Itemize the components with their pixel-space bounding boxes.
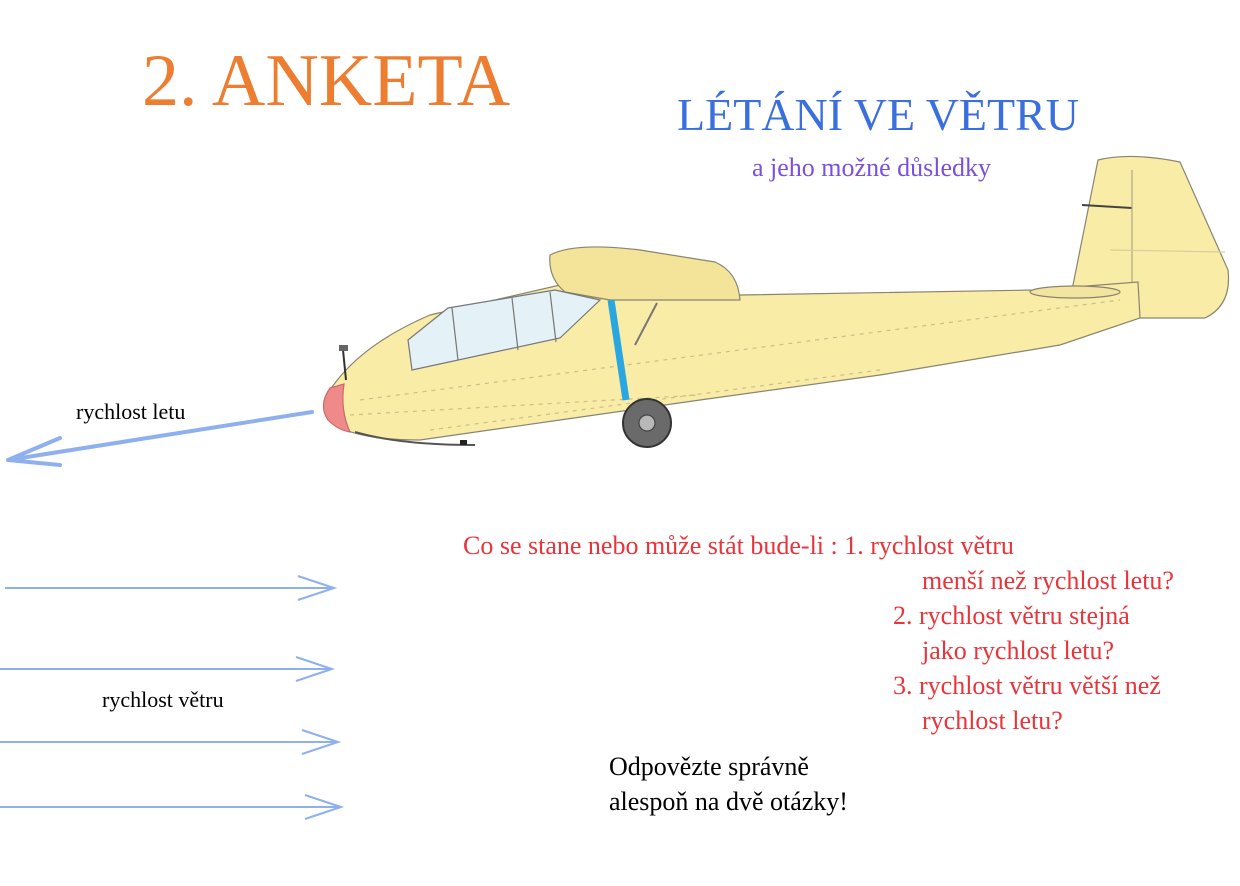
wind-arrow (0, 795, 341, 819)
question-2-continuation: jako rychlost letu? (922, 636, 1115, 665)
flight-speed-label: rychlost letu (76, 399, 186, 424)
page-subtitle: LÉTÁNÍ VE VĚTRU (677, 89, 1080, 140)
answer-prompt-line-2: alespoň na dvě otázky! (609, 787, 848, 816)
glider-illustration (323, 156, 1228, 447)
wind-arrow (0, 657, 332, 681)
page-title: 2. ANKETA (142, 40, 511, 122)
question-3: 3. rychlost větru větší než (893, 671, 1161, 700)
question-2: 2. rychlost větru stejná (893, 601, 1130, 630)
question-3-continuation: rychlost letu? (922, 706, 1063, 735)
question-1-continuation: menší než rychlost letu? (922, 566, 1174, 595)
wind-arrow (5, 576, 334, 600)
question-intro: Co se stane nebo může stát bude-li : 1. rychlost větru (463, 531, 1014, 560)
wind-speed-label: rychlost větru (102, 687, 224, 712)
page-subsubtitle: a jeho možné důsledky (752, 153, 991, 182)
answer-prompt-line-1: Odpovězte správně (609, 752, 809, 781)
wind-arrow (0, 730, 338, 754)
